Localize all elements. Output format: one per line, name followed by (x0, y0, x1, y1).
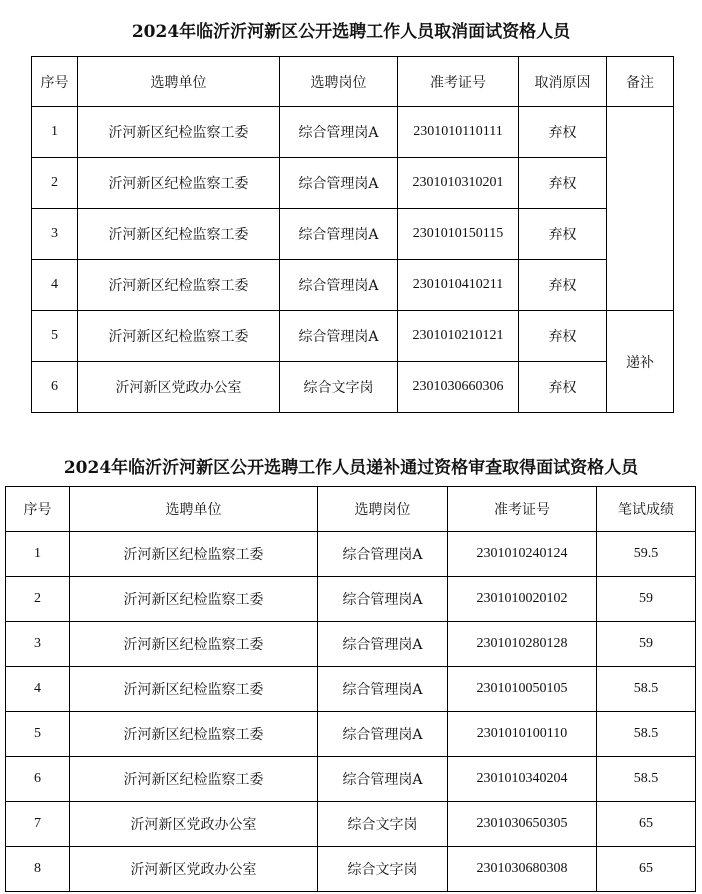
cell-position: 综合管理岗A (318, 577, 448, 622)
cell-unit: 沂河新区纪检监察工委 (70, 757, 318, 802)
cell-position: 综合管理岗A (318, 712, 448, 757)
table-row (6, 622, 696, 667)
table-row (32, 362, 674, 413)
cell-ticket-number: 2301010020102 (448, 577, 597, 622)
cell-written-score: 59 (597, 577, 696, 622)
cell-index: 3 (6, 622, 70, 667)
table-row (6, 532, 696, 577)
cell-unit: 沂河新区纪检监察工委 (78, 158, 280, 209)
table-row (6, 757, 696, 802)
cell-written-score: 58.5 (597, 712, 696, 757)
cell-index: 2 (6, 577, 70, 622)
cell-written-score: 59.5 (597, 532, 696, 577)
cell-unit: 沂河新区纪检监察工委 (70, 667, 318, 712)
cell-index: 6 (6, 757, 70, 802)
cell-written-score: 59 (597, 622, 696, 667)
cell-ticket-number: 2301010100110 (448, 712, 597, 757)
cell-remarks-empty (607, 107, 674, 311)
cell-unit: 沂河新区纪检监察工委 (70, 712, 318, 757)
cell-ticket-number: 2301010110111 (398, 107, 519, 158)
cell-ticket-number: 2301010240124 (448, 532, 597, 577)
cell-index: 5 (32, 311, 78, 362)
table-row (6, 712, 696, 757)
cell-unit: 沂河新区党政办公室 (70, 847, 318, 892)
cell-written-score: 65 (597, 802, 696, 847)
cell-ticket-number: 2301030650305 (448, 802, 597, 847)
cell-position: 综合文字岗 (280, 362, 398, 413)
supplementary-interview-title: 2024年临沂沂河新区公开选聘工作人员递补通过资格审查取得面试资格人员 (63, 458, 639, 478)
cell-written-score: 65 (597, 847, 696, 892)
cell-position: 综合管理岗A (318, 622, 448, 667)
cancelled-interview-table (31, 56, 674, 413)
cell-written-score: 58.5 (597, 667, 696, 712)
cell-index: 8 (6, 847, 70, 892)
cell-index: 7 (6, 802, 70, 847)
cell-cancel-reason: 弃权 (519, 107, 607, 158)
header-index: 序号 (6, 487, 70, 532)
cell-unit: 沂河新区纪检监察工委 (78, 107, 280, 158)
cell-unit: 沂河新区纪检监察工委 (78, 311, 280, 362)
cell-cancel-reason: 弃权 (519, 158, 607, 209)
cell-unit: 沂河新区纪检监察工委 (70, 622, 318, 667)
table-row (32, 158, 674, 209)
cell-index: 4 (32, 260, 78, 311)
cell-position: 综合管理岗A (280, 311, 398, 362)
header-ticket-number: 准考证号 (448, 487, 597, 532)
header-cancel-reason: 取消原因 (519, 57, 607, 107)
cell-unit: 沂河新区党政办公室 (70, 802, 318, 847)
cell-ticket-number: 2301010210121 (398, 311, 519, 362)
cell-remarks: 递补 (607, 311, 674, 413)
table-row (6, 802, 696, 847)
cell-written-score: 58.5 (597, 757, 696, 802)
cell-cancel-reason: 弃权 (519, 260, 607, 311)
cell-position: 综合文字岗 (318, 847, 448, 892)
table-header-row (6, 487, 696, 532)
cell-ticket-number: 2301010340204 (448, 757, 597, 802)
cell-unit: 沂河新区纪检监察工委 (78, 260, 280, 311)
supplementary-interview-table (5, 486, 696, 892)
cell-ticket-number: 2301030660306 (398, 362, 519, 413)
table-header-row (32, 57, 674, 107)
cell-ticket-number: 2301030680308 (448, 847, 597, 892)
cell-index: 6 (32, 362, 78, 413)
header-unit: 选聘单位 (70, 487, 318, 532)
header-remarks: 备注 (607, 57, 674, 107)
table-row (32, 311, 674, 362)
header-position: 选聘岗位 (318, 487, 448, 532)
cell-index: 5 (6, 712, 70, 757)
header-index: 序号 (32, 57, 78, 107)
cell-unit: 沂河新区党政办公室 (78, 362, 280, 413)
cell-unit: 沂河新区纪检监察工委 (70, 577, 318, 622)
cell-position: 综合管理岗A (280, 107, 398, 158)
cell-index: 1 (6, 532, 70, 577)
cell-ticket-number: 2301010310201 (398, 158, 519, 209)
cell-position: 综合管理岗A (280, 260, 398, 311)
cell-index: 2 (32, 158, 78, 209)
table-row (32, 107, 674, 158)
cell-cancel-reason: 弃权 (519, 209, 607, 260)
header-ticket-number: 准考证号 (398, 57, 519, 107)
cell-index: 1 (32, 107, 78, 158)
cell-position: 综合文字岗 (318, 802, 448, 847)
cell-index: 3 (32, 209, 78, 260)
cell-cancel-reason: 弃权 (519, 311, 607, 362)
table-row (6, 577, 696, 622)
cell-ticket-number: 2301010280128 (448, 622, 597, 667)
header-unit: 选聘单位 (78, 57, 280, 107)
cell-position: 综合管理岗A (318, 667, 448, 712)
table-row (6, 847, 696, 892)
table-row (6, 667, 696, 712)
cell-index: 4 (6, 667, 70, 712)
header-position: 选聘岗位 (280, 57, 398, 107)
cell-position: 综合管理岗A (318, 532, 448, 577)
table-row (32, 260, 674, 311)
cell-ticket-number: 2301010410211 (398, 260, 519, 311)
cell-ticket-number: 2301010050105 (448, 667, 597, 712)
cell-cancel-reason: 弃权 (519, 362, 607, 413)
cell-position: 综合管理岗A (280, 209, 398, 260)
cell-unit: 沂河新区纪检监察工委 (70, 532, 318, 577)
cell-position: 综合管理岗A (280, 158, 398, 209)
table-row (32, 209, 674, 260)
cell-unit: 沂河新区纪检监察工委 (78, 209, 280, 260)
header-written-score: 笔试成绩 (597, 487, 696, 532)
cancelled-interview-title: 2024年临沂沂河新区公开选聘工作人员取消面试资格人员 (131, 22, 571, 42)
cell-ticket-number: 2301010150115 (398, 209, 519, 260)
cell-position: 综合管理岗A (318, 757, 448, 802)
